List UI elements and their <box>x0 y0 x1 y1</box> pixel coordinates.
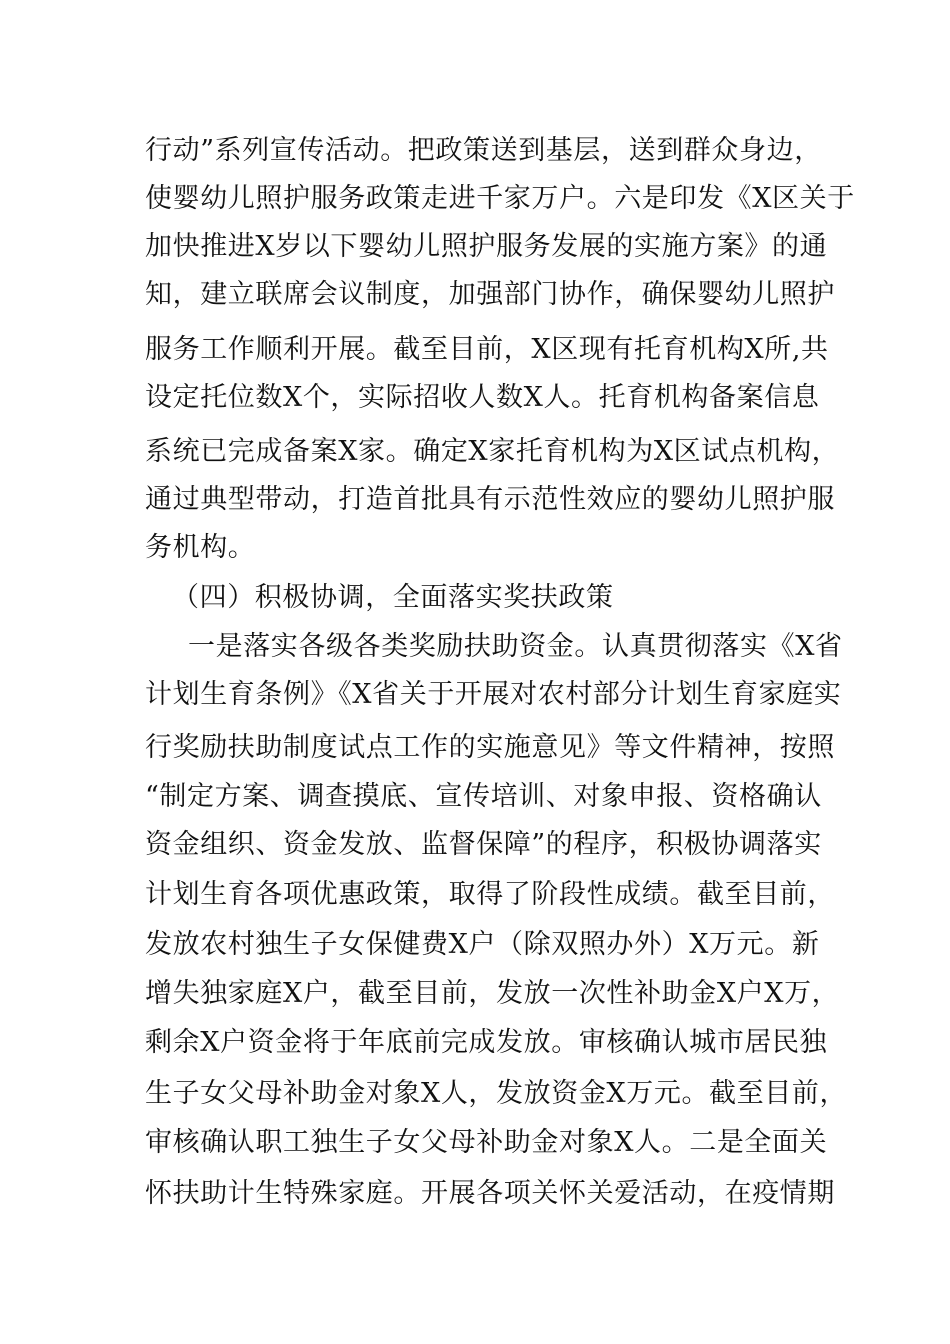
body-text-line: 发放农村独生子女保健费X户（除双照办外）X万元。新 <box>145 929 820 960</box>
body-text-line: 务机构。 <box>145 532 256 563</box>
body-text-line: 服务工作顺利开展。截至目前，X区现有托育机构X所,共 <box>145 334 829 365</box>
body-text-line: 资金组织、资金发放、监督保障”的程序，积极协调落实 <box>145 829 822 860</box>
body-text-line: 生子女父母补助金对象X人，发放资金X万元。截至目前， <box>145 1078 848 1109</box>
body-text-line: 剩余X户资金将于年底前完成发放。审核确认城市居民独 <box>145 1027 828 1058</box>
paragraph-first-line: 一是落实各级各类奖励扶助资金。认真贯彻落实《X省 <box>188 631 843 662</box>
body-text-line: 计划生育各项优惠政策，取得了阶段性成绩。截至目前， <box>145 879 835 910</box>
body-text-line: 设定托位数X个，实际招收人数X人。托育机构备案信息 <box>145 382 820 413</box>
body-text-line: 怀扶助计生特殊家庭。开展各项关怀关爱活动，在疫情期 <box>145 1178 835 1209</box>
body-text-line: 使婴幼儿照护服务政策走进千家万户。六是印发《X区关于 <box>145 183 855 214</box>
body-text-line: 审核确认职工独生子女父母补助金对象X人。二是全面关 <box>145 1127 828 1158</box>
body-text-line: 行动”系列宣传活动。把政策送到基层，送到群众身边， <box>145 135 822 166</box>
section-heading: （四）积极协调，全面落实奖扶政策 <box>172 582 614 613</box>
body-text-line: 系统已完成备案X家。确定X家托育机构为X区试点机构， <box>145 436 840 467</box>
body-text-line: 计划生育条例》《X省关于开展对农村部分计划生育家庭实 <box>145 679 842 710</box>
body-text-line: 加快推进X岁以下婴幼儿照护服务发展的实施方案》的通 <box>145 231 828 262</box>
body-text-line: 知，建立联席会议制度，加强部门协作，确保婴幼儿照护 <box>145 279 835 310</box>
body-text-line: 增失独家庭X户，截至目前，发放一次性补助金X户X万， <box>145 978 840 1009</box>
body-text-line: “制定方案、调查摸底、宣传培训、对象申报、资格确认 <box>145 781 822 812</box>
body-text-line: 通过典型带动，打造首批具有示范性效应的婴幼儿照护服 <box>145 484 835 515</box>
body-text-line: 行奖励扶助制度试点工作的实施意见》等文件精神，按照 <box>145 732 835 763</box>
